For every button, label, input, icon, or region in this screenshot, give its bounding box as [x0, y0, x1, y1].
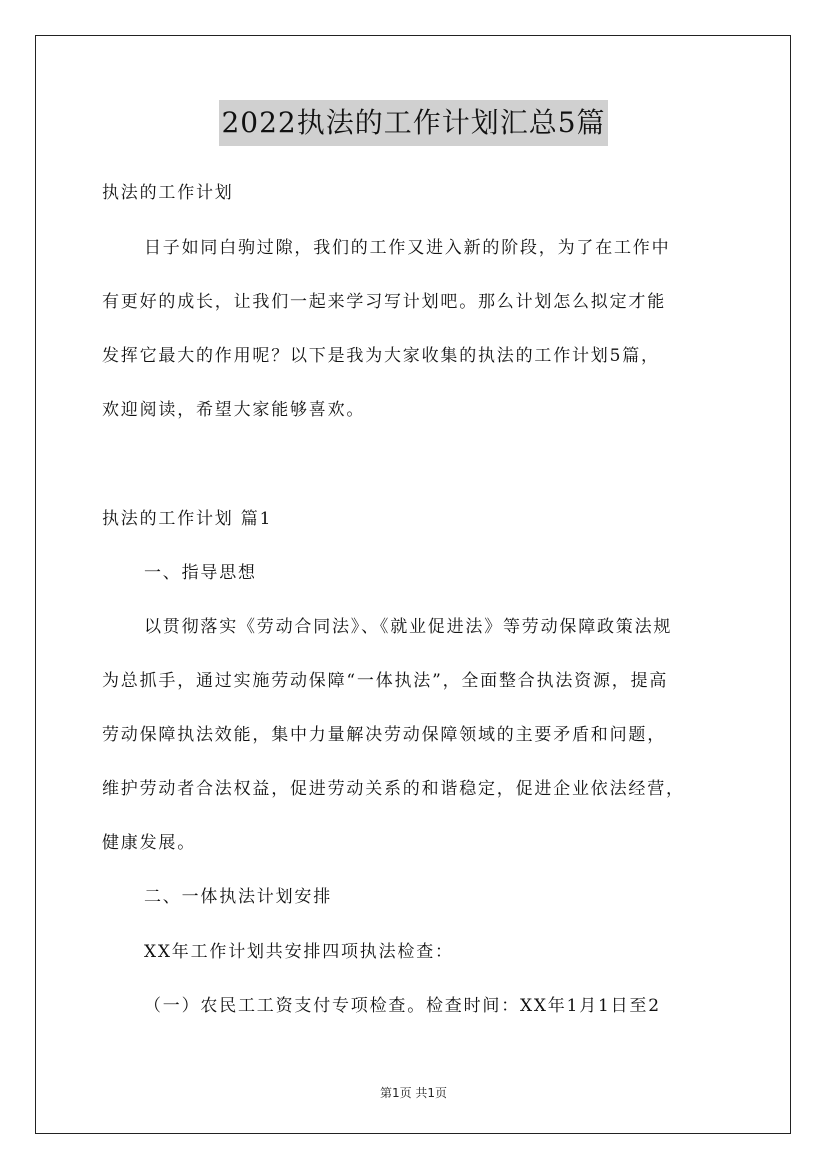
page-footer: 第1页 共1页 [379, 1086, 448, 1100]
paragraph-line: 欢迎阅读，希望大家能够喜欢。 [102, 400, 366, 420]
paragraph-line: 有更好的成长，让我们一起来学习写计划吧。那么计划怎么拟定才能 [102, 292, 666, 312]
subsection-heading: 二、一体执法计划安排 [144, 887, 332, 907]
document-title: 2022执法的工作计划汇总5篇 [219, 100, 607, 146]
paragraph-line: 以贯彻落实《劳动合同法》、《就业促进法》等劳动保障政策法规 [144, 617, 673, 637]
paragraph-line: （一）农民工工资支付专项检查。检查时间：XX年1月1日至2 [144, 996, 661, 1016]
paragraph-line: 健康发展。 [102, 833, 196, 853]
subsection-heading: 一、指导思想 [144, 563, 257, 583]
paragraph-line: 日子如同白驹过隙，我们的工作又进入新的阶段，为了在工作中 [144, 238, 671, 258]
section-heading: 执法的工作计划 篇1 [102, 509, 273, 529]
section-heading: 执法的工作计划 [102, 183, 234, 203]
paragraph-line: 发挥它最大的作用呢？以下是我为大家收集的执法的工作计划5篇， [102, 346, 660, 366]
title-container [0, 100, 827, 146]
paragraph-line: 为总抓手，通过实施劳动保障“一体执法”，全面整合执法资源，提高 [102, 671, 669, 691]
paragraph-line: 劳动保障执法效能，集中力量解决劳动保障领域的主要矛盾和问题， [102, 725, 666, 745]
paragraph-line: 维护劳动者合法权益，促进劳动关系的和谐稳定，促进企业依法经营， [102, 779, 685, 799]
paragraph-line: XX年工作计划共安排四项执法检查： [144, 942, 454, 962]
